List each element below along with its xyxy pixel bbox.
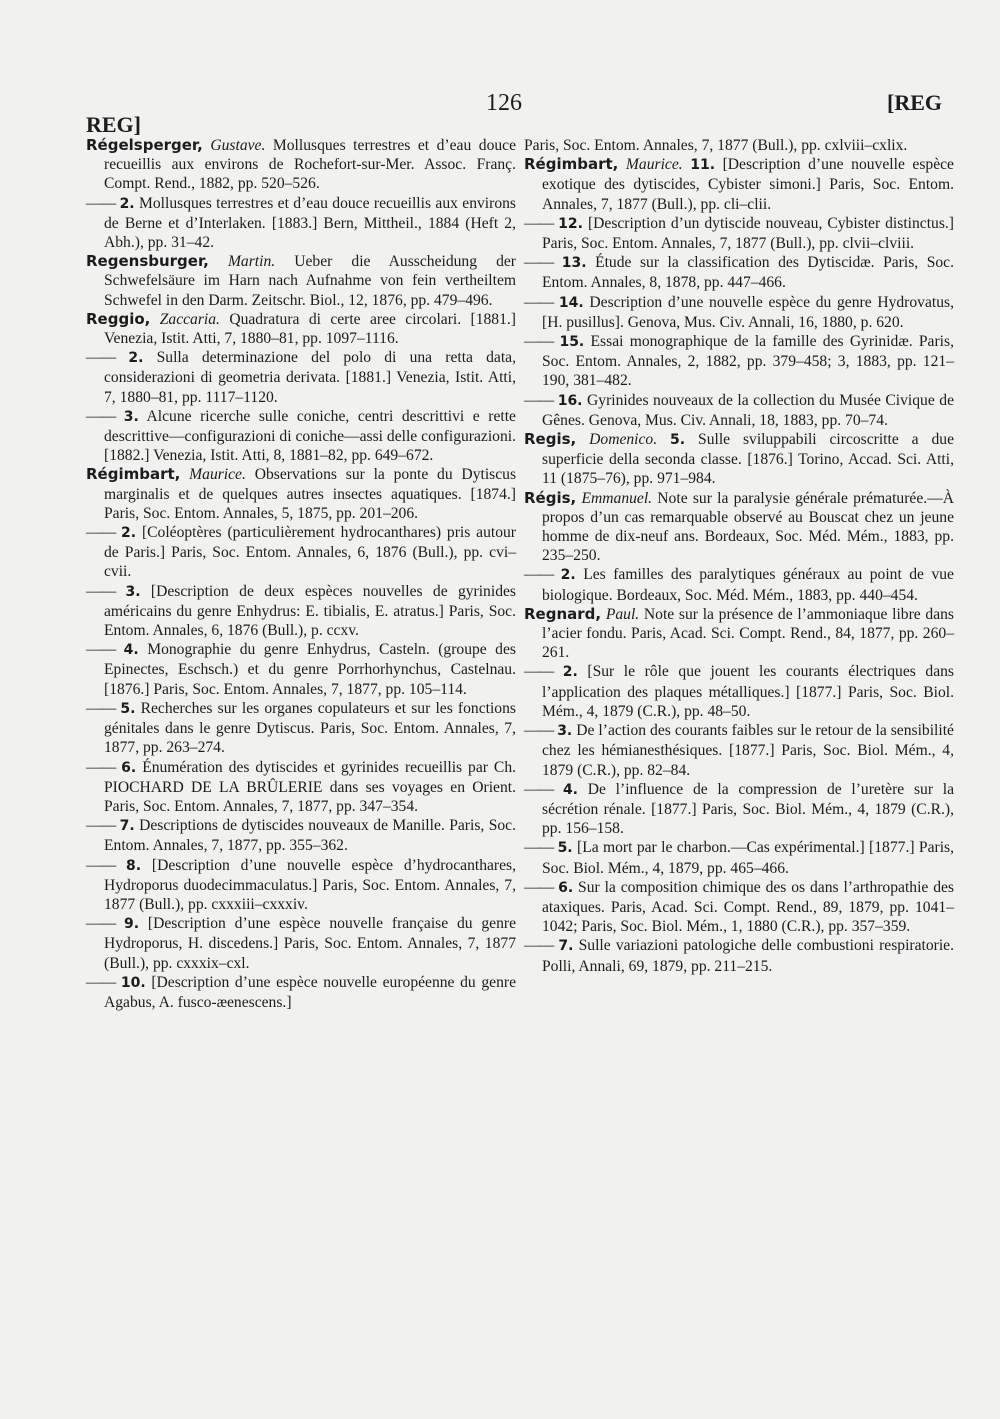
repeat-author-dash: —— [86,349,116,367]
repeat-author-dash: —— [86,407,116,425]
right-column [524,136,954,976]
running-head-left: REG] [86,112,141,137]
bibliography-entry [524,155,954,214]
repeat-author-dash: —— [524,937,554,955]
bibliography-entry [524,391,954,430]
bibliography-entry [524,878,954,937]
entry-text: Quadratura di certe aree circolari. [1881.] Venezia, Istit. Atti, 7, 1880–81, pp. 1097–1116. [104,310,516,348]
entry-text: Sulla determinazione del polo di una retta data, considerazioni di geometria derivata. [1881.] Venezia, Istit. Atti, 7, 1880–81, pp. 1117–1120. [104,349,517,406]
entry-text: Essai monographique de la famille des Gyrinidæ. Paris, Soc. Entom. Annales, 2, 1882, pp. 379–458; 3, 1883, pp. 121–190, 381–482. [542,333,954,390]
bibliography-entry [86,816,516,855]
entry-text: Note sur la paralysie générale prématurée.—À propos d’un cas remarquable observé au Bouscat chez un jeune homme de dix-neuf ans. Bordeaux, Soc. Méd. Mém., 1883, pp. 235–250. [542,489,954,565]
entry-number: 10. [120,974,146,991]
entry-number: 7. [558,938,574,955]
repeat-author-dash: —— [86,641,116,659]
entry-text: Mollusques terrestres et d’eau douce recueillis aux environs de Rochefort-sur-Mer. Assoc. Franç. Compt. Rend., 1882, pp. 520–526. [104,137,516,193]
author-name: Regensburger, [86,252,209,271]
bibliography-entry [524,936,954,975]
bibliography-entry [86,699,516,758]
repeat-author-dash: —— [86,758,116,776]
repeat-author-dash: —— [524,391,554,409]
repeat-author-dash: —— [524,566,554,584]
running-head-right: [REG [887,90,942,115]
repeat-author-dash: —— [524,839,554,857]
entry-number: 2. [121,525,137,542]
bibliography-entry [86,407,516,466]
repeat-author-dash: —— [86,194,116,212]
bibliography-entry [524,489,954,566]
left-column [86,136,516,1012]
bibliography-entry [86,973,516,1012]
repeat-author-dash: —— [524,333,554,351]
entry-text: [Description d’une nouvelle espèce exotique des dytiscides, Cybister simoni.] Paris, Soc. Entom. Annales, 7, 1877 (Bull.), pp. cli–clii. [542,156,954,213]
bibliography-entry [86,856,516,915]
entry-text: Énumération des dytiscides et gyrinides recueillis par Ch. PIOCHARD DE LA BRÛLERIE dans ses voyages en Orient. Paris, Soc. Entom. Annales, 7, 1877, pp. 347–354. [104,758,517,815]
bibliography-entry [524,605,954,663]
entry-text: [Description de deux espèces nouvelles de gyrinides américains du genre Enhydrus: E. tibialis, E. atratus.] Paris, Soc. Entom. Annales, 6, 1876 (Bull.), p. ccxv. [104,582,516,640]
entry-text: Étude sur la classification des Dytiscidæ. Paris, Soc. Entom. Annales, 8, 1878, pp. 447–466. [542,254,954,292]
entry-text: [Description d’une nouvelle espèce d’hydrocanthares, Hydroporus duodecimmaculatus.] Paris, Soc. Entom. Annales, 7, 1877 (Bull.), pp. cxxxiii–cxxxiv. [104,856,517,913]
author-given-name: Maurice. [625,156,683,174]
author-given-name: Domenico. [589,431,658,449]
entry-text: Alcune ricerche sulle coniche, centri descrittivi e rette descrittive—configurazioni di coniche—assi delle configurazioni. [1882.] Venezia, Istit. Atti, 8, 1881–82, pp. 649–672. [104,407,516,465]
bibliography-entry [524,214,954,253]
author-given-name: Emmanuel. [581,489,653,507]
bibliography-entry [86,523,516,582]
entry-text: Descriptions de dytiscides nouveaux de Manille. Paris, Soc. Entom. Annales, 7, 1877, pp. 355–362. [104,817,516,855]
author-name: Regis, [524,430,577,449]
entry-text: [Description d’un dytiscide nouveau, Cybister distinctus.] Paris, Soc. Entom. Annales, 7, 1877 (Bull.), pp. clvii–clviii. [542,214,954,253]
entry-number: 3. [557,723,573,740]
repeat-author-dash: —— [86,817,116,835]
entry-number: 7. [119,818,135,835]
entry-text: Description d’une nouvelle espèce du genre Hydrovatus, [H. pusillus]. Genova, Mus. Civ. Annali, 16, 1880, p. 620. [542,293,954,331]
entry-number: 2. [128,350,144,367]
entry-text: [Coléoptères (particulièrement hydrocanthares) pris autour de Paris.] Paris, Soc. Entom. Annales, 6, 1876 (Bull.), pp. cvi–cvii. [104,524,516,581]
author-given-name: Gustave. [210,137,266,154]
entry-number: 12. [558,215,583,232]
entry-text: Ueber die Ausscheidung der Schwefelsäure im Harn nach Aufnahme von fein vertheiltem Schwefel in den Darm. Zeitschr. Biol., 12, 1876, pp. 479–496. [104,253,516,309]
repeat-author-dash: —— [86,699,116,717]
page-number: 126 [486,90,522,116]
entry-text: Mollusques terrestres et d’eau douce recueillis aux environs de Berne et d’Interlaken. [1883.] Bern, Mittheil., 1884 (Heft 2, Abh.), pp. 31–42. [104,194,516,252]
entry-text: [Description d’une espèce nouvelle française du genre Hydroporus, H. discedens.] Paris, Soc. Entom. Annales, 7, 1877 (Bull.), pp. cxxxix–cxl. [104,915,517,972]
author-given-name: Martin. [227,253,276,271]
bibliography-entry [524,136,954,155]
entry-text: Note sur la présence de l’ammoniaque libre dans l’acier fondu. Paris, Acad. Sci. Compt. Rend., 84, 1877, pp. 260–261. [542,605,954,662]
entry-number: 5. [670,432,686,449]
author-name: Régelsperger, [86,136,203,154]
entry-text: Sulle variazioni patologiche delle combustioni respiratorie. Polli, Annali, 69, 1879, pp. 211–215. [542,937,954,975]
entry-text: Recherches sur les organes copulateurs et sur les fonctions génitales dans le genre Dytiscus. Paris, Soc. Entom. Annales, 7, 1877, pp. 263–274. [104,699,516,757]
entry-text: [Description d’une espèce nouvelle européenne du genre Agabus, A. fusco-æenescens.] [104,973,516,1011]
bibliography-entry [524,721,954,780]
bibliography-entry [524,780,954,839]
entry-number: 11. [690,157,716,174]
repeat-author-dash: —— [86,915,116,933]
entry-number: 15. [559,334,585,351]
author-given-name: Paul. [605,605,640,623]
author-name: Régimbart, [86,465,181,484]
repeat-author-dash: —— [524,780,554,798]
bibliography-entry [86,582,516,641]
entry-text: Monographie du genre Enhydrus, Casteln. (groupe des Epinectes, Eschsch.) et du genre Porrhorhynchus, Castelnau. [1876.] Paris, Soc. Entom. Annales, 7, 1877, pp. 105–114. [104,641,516,698]
entry-number: 6. [558,879,574,896]
entry-text: Sulle sviluppabili circoscritte a due superficie della seconda classe. [1876.] Torino, Accad. Sci. Atti, 11 (1875–76), pp. 971–984. [542,431,954,488]
author-name: Reggio, [86,309,151,328]
entry-number: 6. [121,759,137,776]
entry-number: 2. [562,664,578,681]
author-name: Régis, [524,488,577,507]
author-given-name: Zaccaria. [159,310,220,328]
entry-number: 5. [120,700,136,717]
bibliography-entry [86,640,516,699]
bibliography-entry [524,293,954,332]
entry-number: 2. [560,567,576,584]
entry-number: 3. [125,583,141,600]
bibliography-entry [86,252,516,310]
entry-number: 8. [126,857,142,874]
entry-number: 2. [119,195,135,212]
entry-text: Observations sur la ponte du Dytiscus marginalis et de quelques autres insectes aquatiques. [1874.] Paris, Soc. Entom. Annales, 5, 1875, pp. 201–206. [104,466,517,522]
entry-number: 16. [557,392,583,409]
bibliography-entry [524,662,954,721]
repeat-author-dash: —— [524,293,554,311]
entry-number: 5. [557,840,573,857]
author-name: Régimbart, [524,155,619,174]
entry-text: [Sur le rôle que jouent les courants électriques dans l’application des plaques métalliques.] [1877.] Paris, Soc. Biol. Mém., 4, 1879 (C.R.), pp. 48–50. [542,663,954,720]
repeat-author-dash: —— [86,856,116,874]
repeat-author-dash: —— [524,722,554,740]
entry-number: 9. [124,916,140,933]
bibliography-entry [524,253,954,292]
repeat-author-dash: —— [86,524,116,542]
entry-text: Les familles des paralytiques généraux au point de vue biologique. Bordeaux, Soc. Méd. Mém., 1883, pp. 440–454. [542,566,954,604]
bibliography-entry [524,565,954,604]
bibliography-entry [86,465,516,523]
repeat-author-dash: —— [524,214,554,232]
bibliography-entry [524,430,954,489]
repeat-author-dash: —— [86,582,116,600]
entry-text: Paris, Soc. Entom. Annales, 7, 1877 (Bull.), pp. cxlviii–cxlix. [524,137,908,154]
entry-number: 3. [123,408,139,425]
entry-text: Gyrinides nouveaux de la collection du Musée Civique de Gênes. Genova, Mus. Civ. Annali, 18, 1883, pp. 70–74. [542,391,954,429]
bibliography-entry [86,348,516,407]
author-name: Regnard, [524,604,602,623]
bibliography-entry [524,838,954,877]
repeat-author-dash: —— [524,254,554,272]
entry-number: 13. [561,255,587,272]
entry-number: 14. [558,294,584,311]
entry-number: 4. [123,642,139,659]
bibliography-entry [86,310,516,348]
repeat-author-dash: —— [524,878,554,896]
bibliography-entry [86,136,516,194]
repeat-author-dash: —— [86,973,116,991]
entry-number: 4. [562,781,578,798]
bibliography-entry [86,914,516,973]
bibliography-entry [524,332,954,391]
author-given-name: Maurice. [189,466,246,484]
repeat-author-dash: —— [524,663,554,681]
entry-text: [La mort par le charbon.—Cas expérimental.] [1877.] Paris, Soc. Biol. Mém., 4, 1879, pp. 465–466. [542,839,954,877]
entry-text: Sur la composition chimique des os dans l’arthropathie des ataxiques. Paris, Acad. Sci. Compt. Rend., 89, 1879, pp. 1041–1042; Paris, Soc. Biol. Mém., 1, 1880 (C.R.), pp. 357–359. [542,878,954,936]
entry-text: De l’influence de la compression de l’uretère sur la sécrétion rénale. [1877.] Paris, Soc. Biol. Mém., 4, 1879 (C.R.), pp. 156–158. [542,780,954,838]
entry-text: De l’action des courants faibles sur le retour de la sensibilité chez les hémianesthésiques. [1877.] Paris, Soc. Biol. Mém., 4, 1879 (C.R.), pp. 82–84. [542,722,954,779]
bibliography-entry [86,194,516,253]
bibliography-entry [86,758,516,817]
